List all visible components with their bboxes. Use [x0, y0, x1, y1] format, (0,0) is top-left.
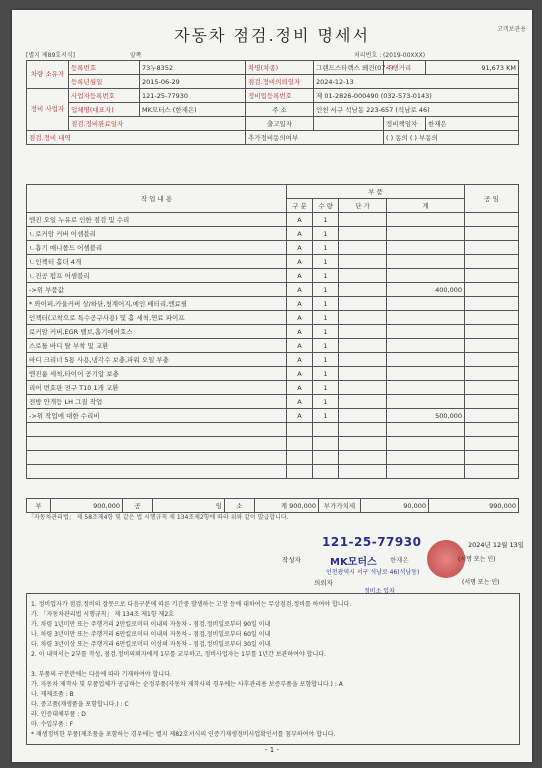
part-type-cell: [287, 423, 313, 437]
table-row: [27, 269, 519, 283]
owner-name-stamp: 한재은: [390, 556, 409, 564]
table-row: [27, 227, 519, 241]
note-line: 1. 정비업자가 점검.정비의 잘못으로 다음구분에 따른 기간중 발생하는 고장 등에 대하여는 무상점검.정비를 하여야 합니다.: [31, 601, 352, 608]
manager-label: 정비책임자: [384, 117, 426, 131]
release-date-value: [314, 117, 384, 131]
note-line: 라. 인증대체부품 : D: [31, 711, 86, 718]
total-label-2: 공: [123, 499, 153, 513]
total-label-1: 부: [27, 499, 51, 513]
release-date-label: 출고일자: [246, 117, 314, 131]
part-total-cell: [387, 423, 465, 437]
table-row: [27, 381, 519, 395]
company-value: MK모터스 (한재은): [140, 103, 246, 117]
unit-price-cell: [339, 227, 387, 241]
issue-date: 2024년 12월 13일: [468, 541, 525, 549]
sign-note-2: (서명 또는 인): [462, 579, 500, 586]
table-row: [27, 395, 519, 409]
part-qty-cell: [313, 423, 339, 437]
table-row: [27, 367, 519, 381]
part-type-cell: A: [287, 325, 313, 339]
part-total-cell: [387, 367, 465, 381]
part-type-cell: A: [287, 227, 313, 241]
note-line: 3. 부품의 구분란에는 다음에 따라 기재하여야 합니다.: [31, 671, 172, 678]
labor-cell: [465, 311, 519, 325]
unit-price-cell: [339, 311, 387, 325]
part-total-cell: [387, 311, 465, 325]
part-type-cell: A: [287, 395, 313, 409]
unit-price-cell: [339, 241, 387, 255]
unit-price-cell: [339, 423, 387, 437]
part-qty-cell: 1: [313, 311, 339, 325]
total-value-1: 900,000: [51, 499, 123, 513]
mileage-value: 91,673 KM: [426, 61, 519, 75]
unit-price-cell: [339, 339, 387, 353]
labor-cell: [465, 381, 519, 395]
part-type-cell: A: [287, 213, 313, 227]
vat-value: 90,000: [361, 499, 429, 513]
part-type-cell: A: [287, 339, 313, 353]
totals-table: [26, 498, 519, 513]
table-row: [27, 465, 519, 479]
part-qty-cell: 1: [313, 409, 339, 423]
unit-price-cell: [339, 367, 387, 381]
part-total-cell: [387, 227, 465, 241]
note-line: 나. 재제조품 : B: [31, 691, 74, 698]
total-label-3: 소: [225, 499, 255, 513]
work-desc-cell: ㄴ흡기 매니폴드 어셈블리: [27, 241, 287, 255]
part-qty-cell: 1: [313, 395, 339, 409]
part-qty-cell: 1: [313, 367, 339, 381]
labor-header: 공 임: [465, 185, 519, 213]
work-header: 작 업 내 용: [27, 185, 287, 213]
maint-reg-label: 정비업등록번호: [246, 89, 314, 103]
labor-cell: [465, 367, 519, 381]
labor-cell: [465, 395, 519, 409]
work-desc-cell: ->위 작업에 대한 수리비: [27, 409, 287, 423]
part-total-cell: 500,000: [387, 409, 465, 423]
part-qty-cell: 1: [313, 227, 339, 241]
address-value: 인천 서구 석남동 223-657 (석남로 46): [314, 103, 519, 117]
part-qty-cell: [313, 437, 339, 451]
part-total-cell: [387, 255, 465, 269]
labor-cell: [465, 255, 519, 269]
part-qty-cell: 1: [313, 353, 339, 367]
address-label: 주 소: [246, 103, 314, 117]
part-type-cell: A: [287, 353, 313, 367]
work-desc-cell: 엔진 오일 누유로 인한 점검 및 수리: [27, 213, 287, 227]
work-desc-cell: [27, 437, 287, 451]
part-type-cell: [287, 465, 313, 479]
note-line: 다. 차령 3년이상 또는 주행거리 6만킬로미터 이상의 자동차 - 점검.정비일로부터 30일 이내: [31, 641, 271, 648]
unit-price-cell: [339, 381, 387, 395]
part-qty-cell: 1: [313, 241, 339, 255]
maint-reg-value: 제 01-2826-000490 (032-573-0143): [314, 89, 519, 103]
part-type-cell: A: [287, 241, 313, 255]
work-desc-cell: ->위 부품값: [27, 283, 287, 297]
labor-cell: [465, 241, 519, 255]
part-total-cell: [387, 213, 465, 227]
part-total-cell: [387, 353, 465, 367]
table-row: [27, 283, 519, 297]
company-label: 업체명(대표자): [69, 103, 140, 117]
part-type-cell: A: [287, 297, 313, 311]
work-desc-cell: 로커암 커버,EGR 밸브,흡기에어호스: [27, 325, 287, 339]
author-label: 작성자: [282, 556, 301, 564]
completion-label: 점검.정비완료일자: [69, 117, 246, 131]
service-date-value: 2024-12-13: [314, 75, 519, 89]
biz-reg-value: 121-25-77930: [140, 89, 246, 103]
address-stamp: 인천광역시 서구 석남로 46(석남동): [326, 569, 420, 576]
labor-cell: [465, 423, 519, 437]
labor-cell: [465, 227, 519, 241]
signature-mark: 정비소 입차: [364, 588, 395, 595]
table-row: [27, 311, 519, 325]
work-desc-cell: [27, 451, 287, 465]
part-qty-cell: 1: [313, 381, 339, 395]
table-row: [27, 213, 519, 227]
work-items-table: [26, 184, 519, 479]
extra-consent-value: ( ) 동의 ( ) 부동의: [384, 131, 519, 145]
form-number: [별지 제89호서식]: [26, 52, 75, 59]
reg-date-value: 2015-06-29: [140, 75, 246, 89]
labor-cell: [465, 325, 519, 339]
table-row: [27, 325, 519, 339]
work-desc-cell: * 와이퍼,카울커버 상/하단,청계어지,메인 배터리,엔료필: [27, 297, 287, 311]
table-row: [27, 423, 519, 437]
part-total-cell: [387, 395, 465, 409]
part-total-cell: [387, 451, 465, 465]
part-type-cell: A: [287, 381, 313, 395]
parts-header: 부 품: [287, 185, 465, 199]
biz-number-stamp: 121-25-77930: [322, 535, 422, 549]
labor-cell: [465, 297, 519, 311]
part-qty-cell: 1: [313, 255, 339, 269]
model-label: 차명(차종): [246, 61, 314, 75]
table-row: [27, 241, 519, 255]
note-line: 가. 「자동차관리법 시행규칙」 제 134조 제1항 제2호: [31, 611, 174, 618]
recipient-label: 의뢰자: [314, 579, 333, 587]
sign-note-1: (서명 또는 인): [458, 556, 496, 563]
col-total: 계: [387, 199, 465, 213]
part-total-cell: 400,000: [387, 283, 465, 297]
work-desc-cell: 엔진룸 세척,타이어 공기압 보충: [27, 367, 287, 381]
labor-cell: [465, 451, 519, 465]
labor-cell: [465, 339, 519, 353]
table-row: [27, 353, 519, 367]
work-desc-cell: 스로틀 바디 탈 부착 및 교환: [27, 339, 287, 353]
details-label: 점검.정비 내역: [27, 131, 246, 145]
col-type: 구 분: [287, 199, 313, 213]
work-desc-cell: ㄴ인젝터 홀더 4개: [27, 255, 287, 269]
labor-cell: [465, 213, 519, 227]
part-qty-cell: 1: [313, 269, 339, 283]
unit-price-cell: [339, 465, 387, 479]
work-desc-cell: ㄴ진공 펌프 어셈블리: [27, 269, 287, 283]
part-qty-cell: 1: [313, 283, 339, 297]
unit-price-cell: [339, 437, 387, 451]
table-row: [27, 339, 519, 353]
part-qty-cell: [313, 451, 339, 465]
part-qty-cell: 1: [313, 213, 339, 227]
reg-date-label: 등록년월일: [69, 75, 140, 89]
labor-cell: [465, 353, 519, 367]
note-line: 다. 중고품(재생품을 포함합니다.) : C: [31, 701, 129, 708]
part-type-cell: A: [287, 255, 313, 269]
biz-reg-label: 사업자등록번호: [69, 89, 140, 103]
part-type-cell: A: [287, 269, 313, 283]
part-total-cell: [387, 297, 465, 311]
work-desc-cell: ㄴ로커암 커버 어셈블리: [27, 227, 287, 241]
note-line: 가. 자동차 제작사 및 부품업체가 공급하는 순정부품(자동차 제작사의 경우에는 사후관리용 보증부품을 포함합니다.) : A: [31, 681, 343, 688]
part-type-cell: A: [287, 367, 313, 381]
labor-cell: [465, 409, 519, 423]
work-desc-cell: 리어 번호판 전구 T10 1개 교환: [27, 381, 287, 395]
document-page: [12, 10, 532, 762]
part-total-cell: [387, 269, 465, 283]
work-desc-cell: [27, 423, 287, 437]
note-line: 나. 차령 3년미만 또는 주행거리 6만킬로미터 이내의 자동차 - 점검.정비일로부터 60일 이내: [31, 631, 271, 638]
table-row: [27, 409, 519, 423]
work-desc-cell: 바디 크리너 5통 사용,냉각수 보충,파워 오일 부충: [27, 353, 287, 367]
legal-note: 「자동차관리법」 제 58조제4항 및 같은 법 시행규칙 제 134조제2항에 따라 위와 같이 발급합니다.: [28, 514, 289, 521]
work-desc-cell: [27, 465, 287, 479]
part-qty-cell: [313, 465, 339, 479]
model-value: 그랜드스타렉스 왜건(07~): [314, 61, 384, 75]
business-section-label: 정비 사업자: [27, 89, 69, 131]
extra-consent-label: 추가정비동의여부: [246, 131, 384, 145]
owner-section-label: 차량 소유자: [27, 61, 69, 89]
unit-price-cell: [339, 213, 387, 227]
part-total-cell: [387, 465, 465, 479]
part-type-cell: [287, 437, 313, 451]
unit-price-cell: [339, 353, 387, 367]
table-row: [27, 255, 519, 269]
labor-cell: [465, 283, 519, 297]
corner-label: 고객보관용: [497, 26, 526, 33]
part-type-cell: A: [287, 409, 313, 423]
unit-price-cell: [339, 451, 387, 465]
part-total-cell: [387, 325, 465, 339]
part-type-cell: [287, 451, 313, 465]
work-desc-cell: 인젝터(고착으로 특수공구사용) 및 홀 세척,연료 파이프: [27, 311, 287, 325]
part-type-cell: A: [287, 311, 313, 325]
col-qty: 수 량: [313, 199, 339, 213]
company-stamp: MK모터스: [330, 557, 377, 568]
unit-price-cell: [339, 297, 387, 311]
work-desc-cell: 전방 안개등 LH 그질 작업: [27, 395, 287, 409]
form-page-label: 앞쪽: [130, 52, 142, 59]
manager-value: 한재은: [426, 117, 519, 131]
part-qty-cell: 1: [313, 297, 339, 311]
part-total-cell: [387, 339, 465, 353]
unit-price-cell: [339, 255, 387, 269]
unit-price-cell: [339, 283, 387, 297]
note-line: 마. 수입부품 : F: [31, 721, 74, 728]
total-value-2: 임: [153, 499, 225, 513]
document-title: 자동차 점검.정비 명세서: [174, 26, 370, 45]
table-row: [27, 437, 519, 451]
unit-price-cell: [339, 325, 387, 339]
labor-cell: [465, 269, 519, 283]
service-date-label: 점검.정비의뢰일자: [246, 75, 314, 89]
part-qty-cell: 1: [313, 325, 339, 339]
reg-no-label: 등록번호: [69, 61, 140, 75]
notes-box: [26, 593, 520, 745]
col-unit: 단 가: [339, 199, 387, 213]
part-type-cell: A: [287, 283, 313, 297]
unit-price-cell: [339, 395, 387, 409]
table-row: [27, 297, 519, 311]
total-value-3: 계 900,000: [255, 499, 319, 513]
note-line: 2. 이 내역서는 2부를 작성, 점검.정비의뢰자에게 1부를 교부하고, 정비사업자는 1부를 1년간 보관하여야 합니다.: [31, 651, 326, 658]
unit-price-cell: [339, 409, 387, 423]
vat-label: 부가가치세: [319, 499, 361, 513]
note-line: * 재생정비한 부품(제조품을 포함하는 경우에는 별지 제82호서식의 인증기재생정비사업확인서를 첨부하여야 합니다.: [31, 731, 336, 738]
unit-price-cell: [339, 269, 387, 283]
part-total-cell: [387, 381, 465, 395]
grand-total-value: 990,000: [429, 499, 519, 513]
owner-business-table: [26, 60, 519, 145]
reg-no-value: 73누8352: [140, 61, 246, 75]
mileage-label: 주행거리: [384, 61, 426, 75]
note-line: 가. 차령 1년미만 또는 주행거리 2만킬로미터 이내의 자동차 - 점검.정비일로부터 90일 이내: [31, 621, 271, 628]
part-total-cell: [387, 241, 465, 255]
part-qty-cell: 1: [313, 339, 339, 353]
table-row: [27, 451, 519, 465]
part-total-cell: [387, 437, 465, 451]
labor-cell: [465, 437, 519, 451]
doc-number: 처리번호 : (2019-00XXX): [354, 52, 426, 59]
page-number: - 1 -: [265, 746, 279, 754]
labor-cell: [465, 465, 519, 479]
